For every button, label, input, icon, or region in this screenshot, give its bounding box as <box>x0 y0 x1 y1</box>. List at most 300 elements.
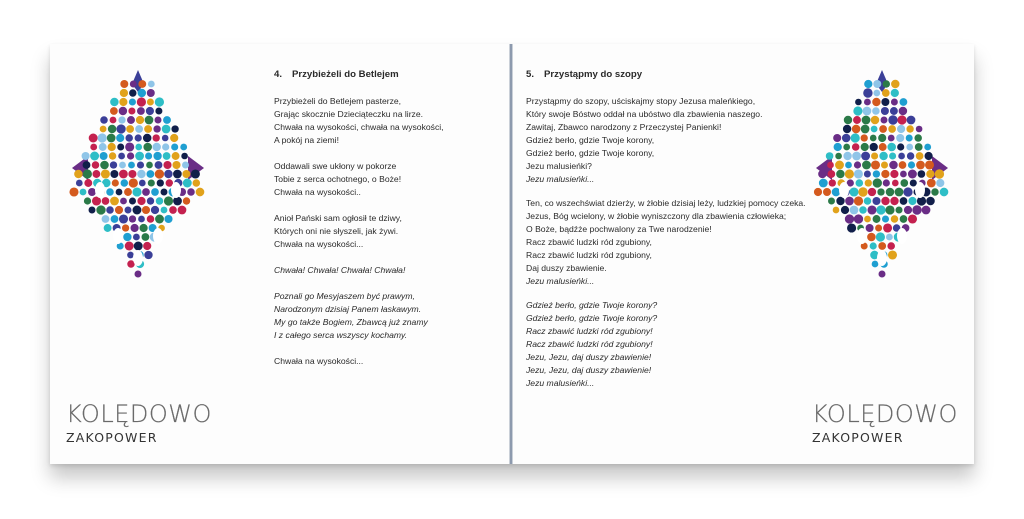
ornament-dot <box>927 179 936 188</box>
stanza <box>274 160 504 199</box>
ornament-dot <box>117 144 124 151</box>
lyric-line: Który swoje Bóstwo oddał na ubóstwo dla zbawienia naszego. <box>526 109 763 119</box>
ornament-dot <box>897 125 905 133</box>
ornament-dot <box>823 188 831 196</box>
ornament-dot <box>155 117 162 124</box>
lyric-line: Jezu malusieńki? <box>526 161 592 171</box>
lyric-line: Chwała na wysokości... <box>274 356 364 366</box>
ornament-dot <box>841 206 849 214</box>
ornament-dot <box>110 197 119 206</box>
ornament-dot <box>873 90 880 97</box>
brand-title: KOLĘDOWO <box>66 400 212 428</box>
ornament-dot <box>870 143 878 151</box>
ornament-cutout <box>857 228 867 244</box>
ornament-dot <box>129 215 136 222</box>
song-number: 4. <box>274 69 283 80</box>
ornament-dot <box>861 125 870 134</box>
lyric-line: Poznali go Mesyjaszem być prawym, <box>274 291 415 301</box>
ornament-dot <box>107 134 116 143</box>
ornament-dot <box>853 106 862 115</box>
ornament-dot <box>125 242 134 251</box>
ornament-dot <box>889 161 897 169</box>
ornament-cutout <box>133 250 143 266</box>
ornament-dot <box>899 161 907 169</box>
ornament-cutout <box>877 250 887 266</box>
stanza <box>526 299 816 390</box>
ornament-dot <box>877 188 884 195</box>
ornament-dot <box>193 179 201 187</box>
ornament-dot <box>916 152 924 160</box>
ornament-dot <box>135 144 142 151</box>
ornament-dot <box>818 170 826 178</box>
ornament-dot <box>896 134 904 142</box>
ornament-dot <box>915 143 923 151</box>
ornament-dot <box>100 126 107 133</box>
ornament-dot <box>164 196 173 205</box>
ornament-dot <box>172 161 180 169</box>
ornament-dot <box>116 189 123 196</box>
ornament-dot <box>119 162 126 169</box>
ornament-dot <box>74 170 82 178</box>
ornament-dot <box>879 152 887 160</box>
ornament-dot <box>128 162 135 169</box>
ornament-dot <box>153 125 160 132</box>
ornament-dot <box>163 152 171 160</box>
ornament-dot <box>906 144 913 151</box>
ornament-dot <box>129 178 138 187</box>
ornament-dot <box>917 196 926 205</box>
ornament-dot <box>89 207 96 214</box>
ornament-dot <box>183 197 190 204</box>
ornament-dot <box>144 251 152 259</box>
ornament-dot <box>122 224 129 231</box>
ornament-dot <box>147 99 154 106</box>
ornament-dot <box>895 188 904 197</box>
ornament-dot <box>151 206 159 214</box>
ornament-dot <box>853 116 861 124</box>
ornament-dot <box>873 215 881 223</box>
ornament-dot <box>876 232 885 241</box>
lyric-line: Chwała na wysokości... <box>274 239 364 249</box>
ornament-dot <box>152 143 160 151</box>
stanza <box>274 212 504 251</box>
ornament-dot <box>835 153 842 160</box>
ornament-dot <box>119 170 128 179</box>
ornament-dot <box>109 152 116 159</box>
ornament-cutout <box>915 182 925 198</box>
ornament-dot <box>843 125 851 133</box>
ornament-dot <box>906 125 913 132</box>
ornament-dot <box>845 162 852 169</box>
ornament-dot <box>872 261 879 268</box>
ornament-dot <box>148 179 155 186</box>
lyric-line: Tobie z serca ochotnego, o Boże! <box>274 174 402 184</box>
ornament-dot <box>852 125 861 134</box>
song-title-text: Przystąpmy do szopy <box>544 69 643 80</box>
ornament-dot <box>162 135 169 142</box>
lyric-line: O Boże, bądźże pochwalony za Twe narodzenie! <box>526 224 712 234</box>
ornament-dot <box>908 214 917 223</box>
ornament-dot <box>881 107 889 115</box>
ornament-dot <box>883 80 890 87</box>
ornament-dot <box>183 179 192 188</box>
lyric-line: A pokój na ziemi! <box>274 135 339 145</box>
ornament-dot <box>845 169 854 178</box>
ornament-dot <box>900 179 908 187</box>
ornament-dot <box>155 97 164 106</box>
ornament-dot <box>137 170 145 178</box>
brand-subtitle: ZAKOPOWER <box>66 430 158 445</box>
ornament-dot <box>872 107 880 115</box>
ornament-dot <box>843 144 850 151</box>
ornament-dot <box>173 170 182 179</box>
stanza <box>526 197 816 288</box>
song-title-text: Przybieżeli do Betlejem <box>292 69 399 80</box>
ornament-dot <box>842 134 851 143</box>
left-page <box>50 44 512 464</box>
ornament-dot <box>836 170 844 178</box>
ornament-dot <box>147 215 155 223</box>
lyric-line: Daj duszy zbawienie. <box>526 263 607 273</box>
ornament-dot <box>115 206 123 214</box>
ornament-dot <box>108 125 117 134</box>
ornament-dot <box>90 144 97 151</box>
ornament-dot <box>916 126 923 133</box>
ornament-dot <box>196 188 205 197</box>
ornament-dot <box>872 98 880 106</box>
ornament-dot <box>135 152 144 161</box>
ornament-dot <box>900 197 908 205</box>
ornament-dot <box>849 187 858 196</box>
ornament-dot <box>888 115 897 124</box>
ornament-dot <box>891 99 898 106</box>
lyric-line: Chwała na wysokości, chwała na wysokości, <box>274 122 444 132</box>
ornament-dot <box>187 188 195 196</box>
ornament-dot <box>128 107 135 114</box>
ornament-dot <box>147 89 155 97</box>
ornament-dot <box>882 89 890 97</box>
ornament-dot <box>80 189 87 196</box>
ornament-dot <box>899 98 907 106</box>
brand-subtitle: ZAKOPOWER <box>812 430 904 445</box>
ornament-dot <box>878 242 886 250</box>
ornament-dot <box>99 143 107 151</box>
ornament-dot <box>924 144 931 151</box>
ornament-dot <box>888 125 896 133</box>
ornament-dot <box>829 179 836 186</box>
cd-booklet <box>50 44 974 464</box>
ornament-dot <box>925 160 934 169</box>
ornament-dot <box>875 225 882 232</box>
song-title <box>526 68 816 81</box>
ornament-dot <box>147 197 154 204</box>
ornament-dot <box>907 116 916 125</box>
ornament-dot <box>828 198 835 205</box>
ornament-dot <box>855 99 862 106</box>
ornament-dot <box>887 242 895 250</box>
ornament-dot <box>89 134 98 143</box>
ornament-dot <box>112 179 119 186</box>
ornament-dot <box>866 224 874 232</box>
brand-logo <box>812 400 958 445</box>
ornament-dot <box>83 161 91 169</box>
lyric-line: Których oni nie słyszeli, jak żywi. <box>274 226 399 236</box>
ornament-dot <box>826 152 834 160</box>
ornament-dot <box>867 205 876 214</box>
ornament-dot <box>845 214 854 223</box>
ornament-dot <box>153 152 161 160</box>
ornament-dot <box>143 242 151 250</box>
ornament-dot <box>872 197 880 205</box>
ornament-dot <box>863 88 872 97</box>
brand-title: KOLĘDOWO <box>812 400 958 428</box>
ornament-dot <box>119 107 127 115</box>
ornament-dot <box>137 97 146 106</box>
ornament-dot <box>873 80 881 88</box>
lyric-line: Jezu, Jezu, daj duszy zbawienie! <box>526 352 652 362</box>
ornament-dot <box>137 197 145 205</box>
ornament-cutout <box>95 182 105 198</box>
ornament-dot <box>119 214 128 223</box>
ornament-dot <box>129 89 136 96</box>
ornament-dot <box>102 197 110 205</box>
lyric-line: Jezu, Jezu, daj duszy zbawienie! <box>526 365 652 375</box>
ornament-dot <box>125 134 133 142</box>
ornament-dot <box>865 179 872 186</box>
ornament-dot <box>104 224 112 232</box>
ornament-dot <box>120 198 127 205</box>
ornament-dot <box>914 134 922 142</box>
ornament-dot <box>835 161 844 170</box>
ornament-dot <box>88 188 96 196</box>
ornament-dot <box>182 170 190 178</box>
ornament-dot <box>881 117 888 124</box>
ornament-dot <box>879 125 887 133</box>
lyric-line: My go także Bogiem, Zbawcą już znamy <box>274 317 428 327</box>
ornament-dot <box>864 99 871 106</box>
ornament-dot <box>69 187 78 196</box>
lyric-line: Chwała na wysokości.. <box>274 187 361 197</box>
lyric-line: Przybieżeli do Betlejem pasterze, <box>274 96 402 106</box>
ornament-dot <box>886 234 893 241</box>
ornament-dot <box>868 188 876 196</box>
ornament-dot <box>847 223 856 232</box>
ornament-dot <box>82 152 90 160</box>
ornament-dot <box>925 152 933 160</box>
ornament-dot <box>832 188 841 197</box>
ornament-dot <box>134 242 143 251</box>
ornament-dot <box>155 161 163 169</box>
ornament-dot <box>881 161 888 168</box>
ornament-dot <box>834 143 842 151</box>
ornament-dot <box>873 170 880 177</box>
ornament-dot <box>163 116 171 124</box>
ornament-dot <box>908 170 917 179</box>
lyric-line: Chwała! Chwała! Chwała! Chwała! <box>274 265 406 275</box>
ornament-dot <box>108 143 116 151</box>
ornament-dot <box>100 161 109 170</box>
ornament-dot <box>854 196 863 205</box>
ornament-cutout <box>171 182 181 198</box>
ornament-dot <box>891 215 898 222</box>
ornament-dot <box>867 233 876 242</box>
lyric-line: Racz zbawić ludzki ród zgubiony! <box>526 339 653 349</box>
right-page <box>512 44 974 464</box>
ornament-dot <box>898 153 905 160</box>
ornament-dot <box>131 224 139 232</box>
ornament-dot <box>110 161 117 168</box>
ornament-dot <box>836 197 844 205</box>
ornament-dot <box>906 135 913 142</box>
lyric-line: Racz zbawić ludzki ród zgubiony! <box>526 326 653 336</box>
ornament-dot <box>814 188 822 196</box>
ornament-dot <box>142 188 150 196</box>
ornament-dot <box>862 107 871 116</box>
song-4 <box>274 68 504 381</box>
ornament-dot <box>881 170 889 178</box>
ornament-dot <box>138 89 146 97</box>
ornament-dot <box>827 162 834 169</box>
ornament-dot <box>916 161 925 170</box>
ornament-dot <box>870 242 877 249</box>
ornament-cutout <box>897 228 907 244</box>
ornament-dot <box>118 153 125 160</box>
ornament-dot <box>118 116 125 123</box>
ornament-dot <box>129 198 136 205</box>
ornament-dot <box>890 197 898 205</box>
lyric-line: Grając skocznie Dzieciąteczku na lirze. <box>274 109 424 119</box>
ornament-dot <box>861 152 870 161</box>
ornament-dot <box>871 160 880 169</box>
ornament-dot <box>161 189 168 196</box>
ornament-dot <box>852 152 861 161</box>
ornament-dot <box>881 98 889 106</box>
ornament-dot <box>110 98 118 106</box>
ornament-dot <box>153 134 160 141</box>
ornament-dot <box>76 180 83 187</box>
ornament-dot <box>854 214 863 223</box>
ornament-dot <box>146 170 154 178</box>
ornament-dot <box>157 179 164 186</box>
ornament-dot <box>936 179 944 187</box>
ornament-dot <box>885 205 894 214</box>
ornament-dot <box>871 126 878 133</box>
ornament-dot <box>92 161 100 169</box>
ornament-dot <box>127 116 135 124</box>
lyric-line: Jezus, Bóg wcielony, w żłobie wyniszczony dla zbawienia człowieka; <box>526 211 787 221</box>
stanza <box>274 355 504 368</box>
lyric-line: Gdzież berło, gdzie Twoje korony, <box>526 135 655 145</box>
ornament-dot <box>116 134 124 142</box>
ornament-dot <box>851 133 860 142</box>
ornament-dot <box>180 144 187 151</box>
ornament-dot <box>940 188 949 197</box>
ornament-dot <box>151 188 159 196</box>
ornament-dot <box>110 107 118 115</box>
ornament-dot <box>137 107 145 115</box>
ornament-dot <box>889 152 896 159</box>
ornament-dot <box>144 125 152 133</box>
ornament-drop <box>135 271 142 278</box>
ornament-dot <box>164 215 172 223</box>
ornament-dot <box>110 170 118 178</box>
ornament-dot <box>852 143 860 151</box>
ornament-dot <box>142 206 150 214</box>
ornament-dot <box>128 170 136 178</box>
ornament-dot <box>138 216 145 223</box>
ornament-dot <box>155 169 164 178</box>
lyric-line: Jezu malusieńki... <box>526 276 595 286</box>
ornament-dot <box>145 116 154 125</box>
ornament-dot <box>155 107 162 114</box>
lyric-line: Racz zbawić ludzki ród zgubiony, <box>526 250 652 260</box>
ornament-dot <box>900 215 908 223</box>
ornament-dot <box>833 207 840 214</box>
ornament-dot <box>864 197 871 204</box>
ornament-dot <box>125 142 134 151</box>
ornament-dot <box>854 161 861 168</box>
ornament-dot <box>873 178 882 187</box>
ornament-dot <box>98 133 107 142</box>
ornament-dot <box>137 161 144 168</box>
ornament-dot <box>935 169 944 178</box>
ornament-dot <box>858 187 867 196</box>
ornament-dot <box>926 170 934 178</box>
ornament-dot <box>90 152 99 161</box>
ornament-dot <box>900 171 907 178</box>
song-lyrics <box>274 95 504 368</box>
ornament-dot <box>883 179 890 186</box>
ornament-dot <box>120 89 128 97</box>
ornament-dot <box>833 134 841 142</box>
ornament-dot <box>102 215 110 223</box>
ornament-cutout <box>839 182 849 198</box>
ornament-dot <box>169 206 177 214</box>
ornament-dot <box>139 224 147 232</box>
lyric-line: Zawitaj, Zbawco narodzony z Przeczystej Panienki! <box>526 122 722 132</box>
ornament-dot <box>871 152 878 159</box>
ornament-dot <box>139 180 146 187</box>
ornament-dot <box>148 81 155 88</box>
ornament-dot <box>861 143 869 151</box>
lyric-line: Oddawali swe ukłony w pokorze <box>274 161 397 171</box>
ornament-dot <box>890 107 898 115</box>
ornament-dot <box>878 134 886 142</box>
ornament-dot <box>931 188 938 195</box>
ornament-dot <box>871 116 880 125</box>
ornament-dot <box>138 80 146 88</box>
ornament-dot <box>895 206 902 213</box>
ornament-dot <box>856 179 864 187</box>
ornament-dot <box>171 125 178 132</box>
lyric-line: I z całego serca wszyscy kochamy. <box>274 330 408 340</box>
ornament-dot <box>106 188 114 196</box>
ornament-dot <box>864 216 871 223</box>
ornament-dot <box>844 116 852 124</box>
ornament-dot <box>926 197 935 206</box>
ornament-dot <box>819 179 828 188</box>
ornament-dot <box>135 125 143 133</box>
ornament-dot <box>861 134 868 141</box>
song-number: 5. <box>526 69 535 80</box>
ornament-dot <box>171 143 178 150</box>
ornament-dot <box>854 169 863 178</box>
ornament-dot <box>132 187 141 196</box>
stanza <box>274 95 504 147</box>
ornament-dot <box>882 215 889 222</box>
ornament-dot <box>155 215 164 224</box>
mosaic-ornament-icon <box>812 70 952 278</box>
